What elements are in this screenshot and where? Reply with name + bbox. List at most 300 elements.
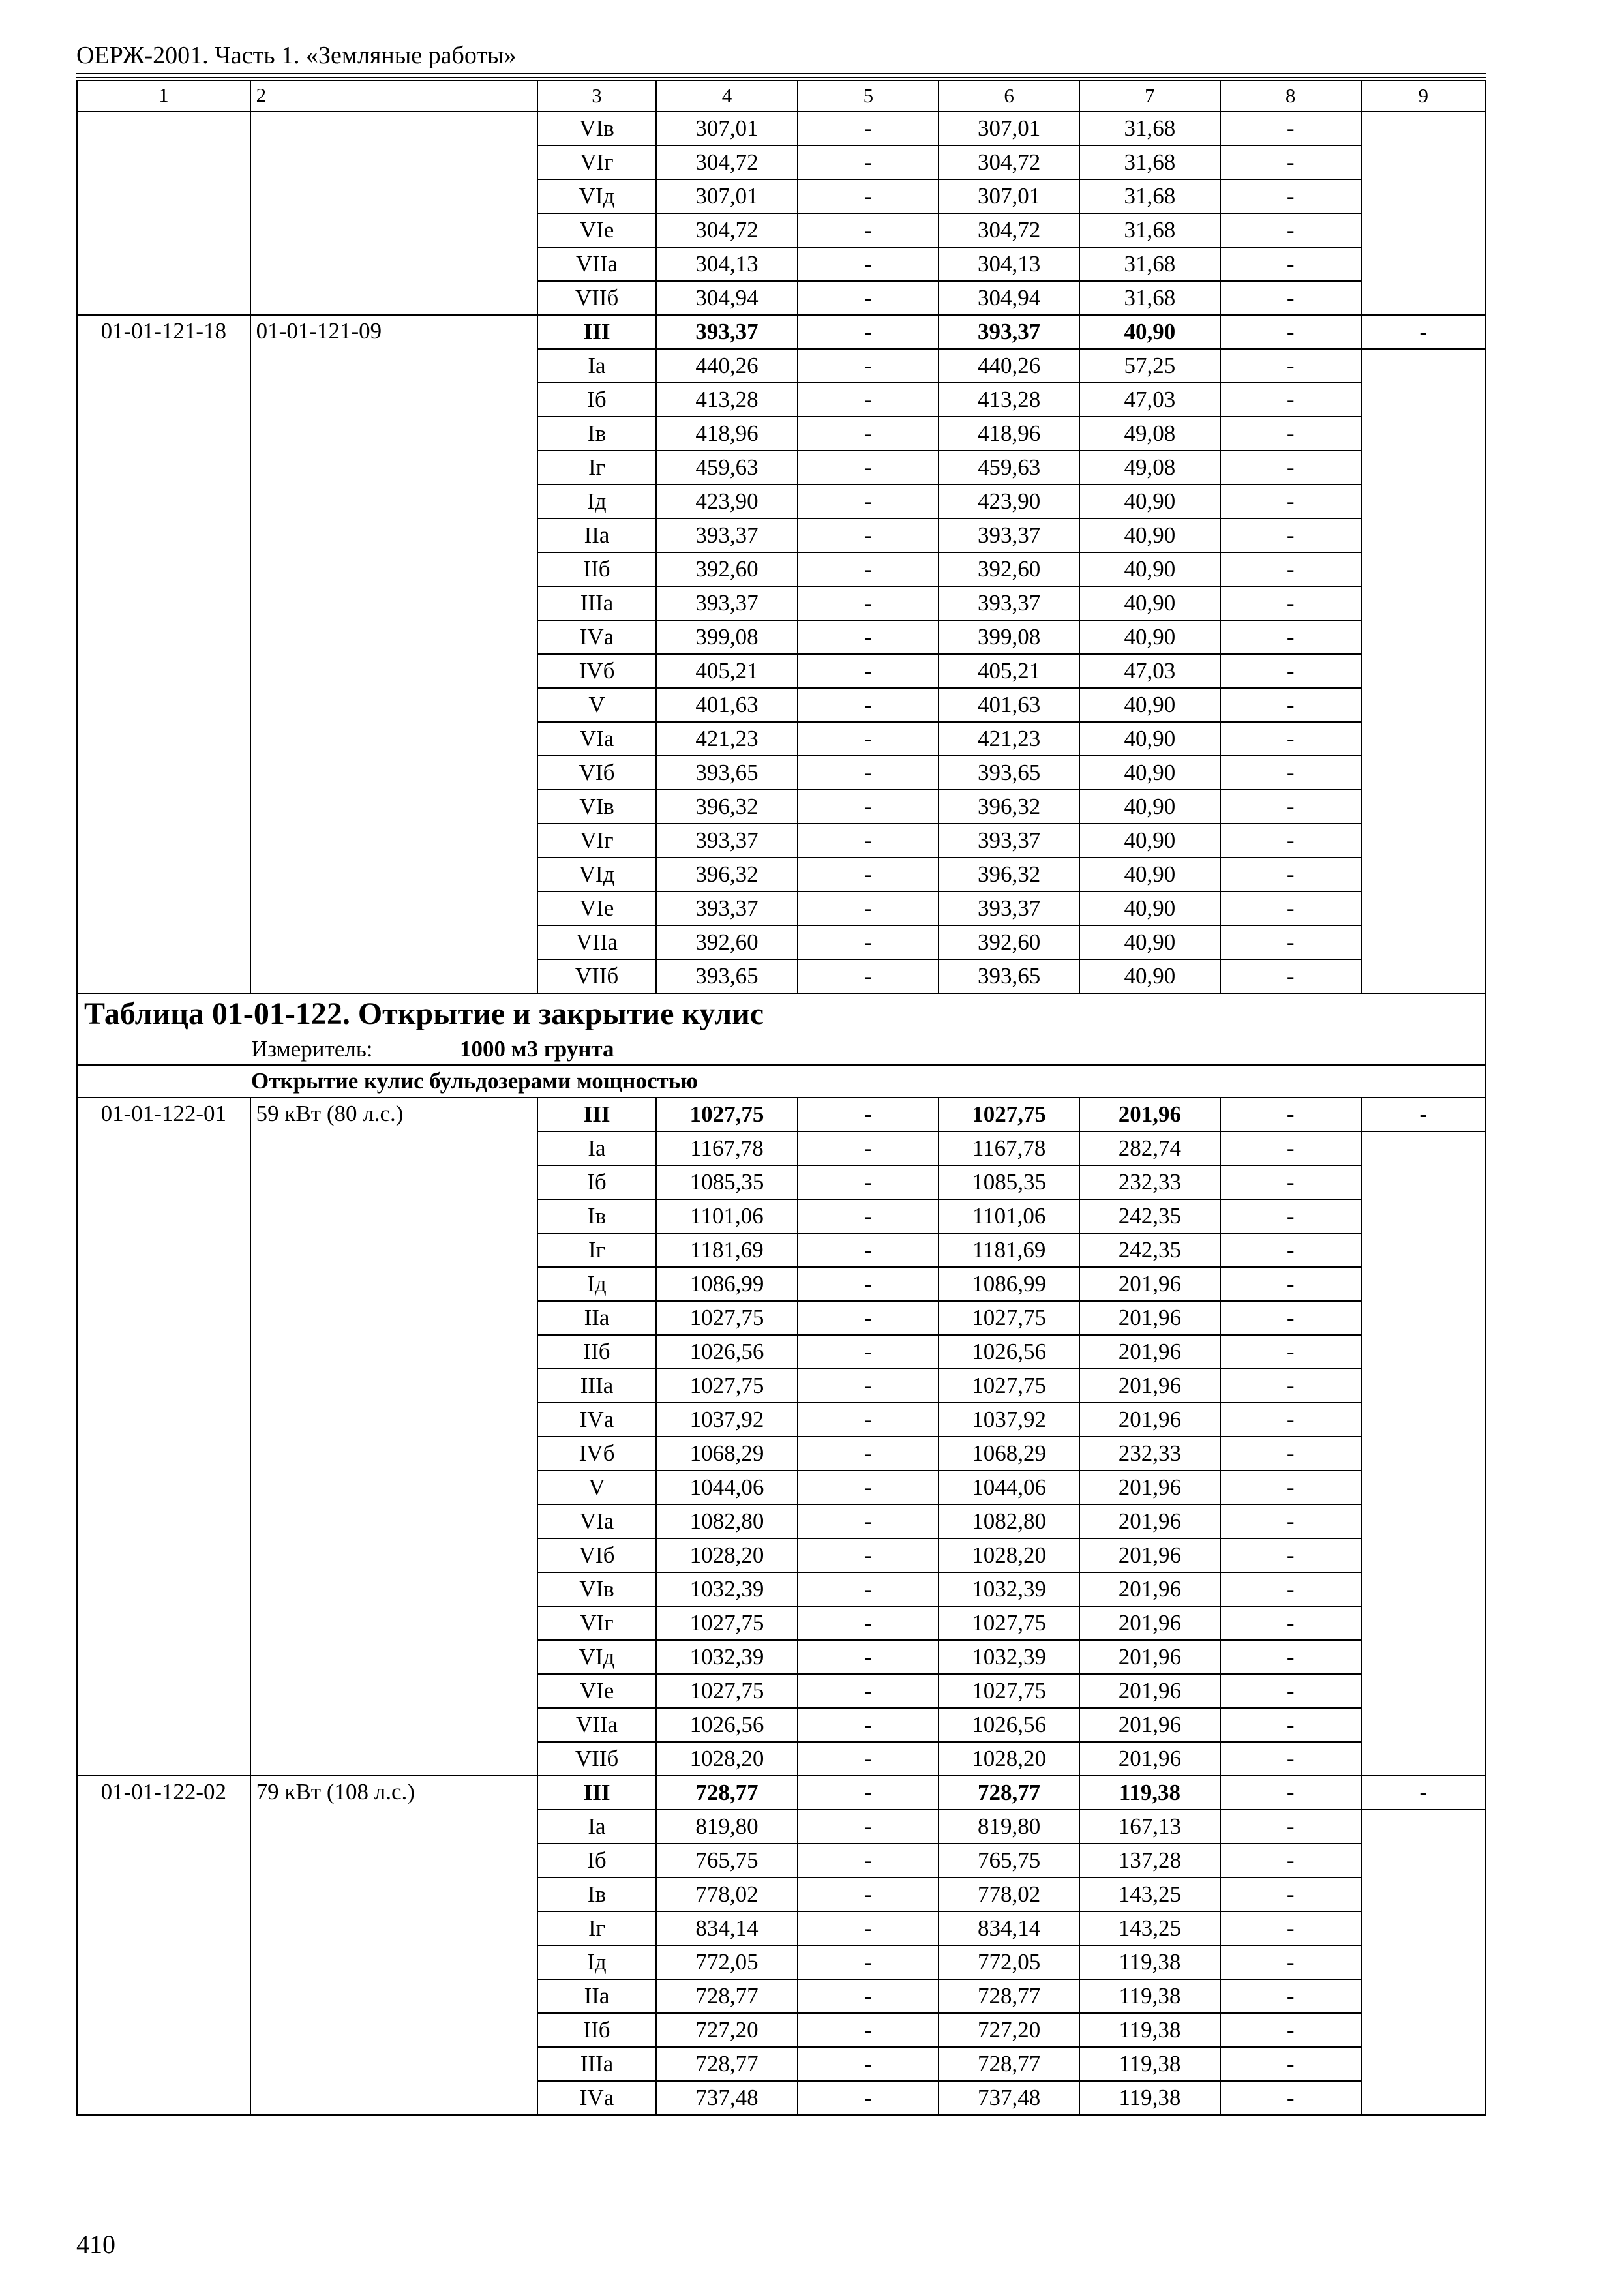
row-cell: 201,96 [1079,1335,1220,1369]
row-cell: 1027,75 [939,1369,1079,1403]
row-cell: 737,48 [656,2081,798,2115]
row-cell: III [537,1098,655,1131]
row-cell: 1028,20 [656,1538,798,1572]
row-cell: Iд [537,1945,655,1979]
row-cell: 459,63 [656,451,798,485]
row-cell: 819,80 [939,1810,1079,1844]
row-cell: - [1220,2047,1361,2081]
row-cell: 728,77 [939,1979,1079,2013]
row-cell: - [1220,1267,1361,1301]
column-number: 5 [798,80,939,112]
row-cell: - [1220,315,1361,349]
row-cell: - [1220,586,1361,620]
column-number-row [77,80,1486,112]
row-cell: 1027,75 [656,1098,798,1131]
row-cell: - [798,1911,939,1945]
row-cell-empty [1361,112,1486,315]
row-cell: - [1220,1471,1361,1504]
table-title-row [77,993,1486,1034]
row-cell: 399,08 [656,620,798,654]
row-cell: 1101,06 [656,1199,798,1233]
row-cell: 393,65 [939,959,1079,993]
row-cell: 834,14 [656,1911,798,1945]
row-cell: - [1220,891,1361,925]
row-cell: 393,37 [939,518,1079,552]
row-cell: 778,02 [939,1878,1079,1911]
row-cell: 1026,56 [656,1335,798,1369]
row-cell: - [798,1708,939,1742]
row-cell: - [798,485,939,518]
row-cell: 1027,75 [939,1606,1079,1640]
row-cell: - [798,1572,939,1606]
row-cell: IVа [537,2081,655,2115]
row-cell: 1032,39 [656,1572,798,1606]
row-cell: 201,96 [1079,1267,1220,1301]
row-cell: - [798,1437,939,1471]
row-cell: IIIа [537,1369,655,1403]
row-cell: - [1220,1437,1361,1471]
row-cell: 201,96 [1079,1369,1220,1403]
row-cell: - [1220,824,1361,858]
row-cell: 418,96 [656,417,798,451]
row-cell: 1085,35 [939,1165,1079,1199]
row-cell: 201,96 [1079,1640,1220,1674]
section-row [77,1065,1486,1098]
row-cell: 47,03 [1079,383,1220,417]
row-cell: Iг [537,451,655,485]
row-cell: - [1220,552,1361,586]
row-cell: - [798,247,939,281]
row-cell: - [798,1674,939,1708]
column-number: 1 [77,80,250,112]
row-cell: 1044,06 [939,1471,1079,1504]
row-cell: 392,60 [939,925,1079,959]
row-cell: 834,14 [939,1911,1079,1945]
row-cell: 40,90 [1079,824,1220,858]
row-cell: Iг [537,1911,655,1945]
row-cell: 242,35 [1079,1199,1220,1233]
row-cell: 201,96 [1079,1572,1220,1606]
row-cell: - [798,1131,939,1165]
row-cell: 819,80 [656,1810,798,1844]
row-cell: - [798,858,939,891]
row-cell: 1032,39 [939,1572,1079,1606]
row-cell: - [1220,1708,1361,1742]
row-cell: - [798,213,939,247]
row-cell: 201,96 [1079,1098,1220,1131]
row-cell: 772,05 [939,1945,1079,1979]
row-cell: - [1220,1640,1361,1674]
row-cell: - [1361,315,1486,349]
row-cell: 393,37 [939,586,1079,620]
row-cell: 405,21 [939,654,1079,688]
row-cell: - [1220,2013,1361,2047]
rate-code: 01-01-122-01 [77,1098,250,1776]
row-cell: 119,38 [1079,1776,1220,1810]
row-cell: 307,01 [656,112,798,145]
row-cell: 40,90 [1079,518,1220,552]
rate-name: 01-01-121-09 [250,315,538,993]
row-cell: IIа [537,1301,655,1335]
row-cell: 1027,75 [939,1674,1079,1708]
row-cell: - [798,349,939,383]
row-cell: - [798,451,939,485]
row-cell: - [1220,1504,1361,1538]
row-cell: - [798,2047,939,2081]
rate-code: 01-01-122-02 [77,1776,250,2115]
row-cell: VIIа [537,247,655,281]
row-cell: IVб [537,1437,655,1471]
row-cell: 423,90 [939,485,1079,518]
row-cell: - [1220,1165,1361,1199]
rates-table-body [77,80,1486,2115]
row-cell: 459,63 [939,451,1079,485]
row-cell: 40,90 [1079,959,1220,993]
row-cell: - [798,1403,939,1437]
row-cell: - [1220,112,1361,145]
row-cell: - [1220,145,1361,179]
row-cell: - [798,1776,939,1810]
row-cell: - [798,1098,939,1131]
row-cell: 201,96 [1079,1301,1220,1335]
row-cell: - [798,1606,939,1640]
table-title: Таблица 01-01-122. Открытие и закрытие кулис [77,993,1486,1034]
row-cell: VIг [537,824,655,858]
row-cell: - [1220,858,1361,891]
row-cell: - [1220,417,1361,451]
row-cell: - [798,1878,939,1911]
row-cell: 47,03 [1079,654,1220,688]
row-cell: VIв [537,1572,655,1606]
row-cell: - [798,1844,939,1878]
row-cell: 393,37 [939,891,1079,925]
row-cell: IIIа [537,586,655,620]
row-cell: VIIб [537,1742,655,1776]
row-cell: 49,08 [1079,451,1220,485]
row-cell: 1032,39 [939,1640,1079,1674]
row-cell: 418,96 [939,417,1079,451]
row-cell: IIб [537,552,655,586]
row-cell: - [1220,1403,1361,1437]
row-cell: 1167,78 [939,1131,1079,1165]
row-cell: 413,28 [656,383,798,417]
column-number: 9 [1361,80,1486,112]
row-cell: Iв [537,1878,655,1911]
row-cell: 728,77 [656,1776,798,1810]
row-cell: 1082,80 [656,1504,798,1538]
row-cell: - [798,145,939,179]
row-cell: 40,90 [1079,586,1220,620]
row-cell: 440,26 [656,349,798,383]
row-cell: - [798,1640,939,1674]
row-cell: - [798,112,939,145]
row-cell: - [1220,790,1361,824]
column-number: 7 [1079,80,1220,112]
row-cell: - [1361,1776,1486,1810]
row-cell: VIIб [537,959,655,993]
row-cell: 1028,20 [939,1742,1079,1776]
row-cell: - [1361,1098,1486,1131]
row-cell: - [798,1199,939,1233]
row-cell: 1027,75 [656,1606,798,1640]
row-cell: V [537,688,655,722]
column-number: 6 [939,80,1079,112]
row-cell: 393,37 [656,891,798,925]
row-cell: 393,65 [656,959,798,993]
row-cell: - [798,315,939,349]
row-cell: 232,33 [1079,1437,1220,1471]
row-cell: 399,08 [939,620,1079,654]
row-cell: 765,75 [656,1844,798,1878]
column-number: 4 [656,80,798,112]
row-cell: IVа [537,620,655,654]
row-cell: - [798,281,939,315]
row-cell: 1068,29 [656,1437,798,1471]
row-cell: 282,74 [1079,1131,1220,1165]
row-cell: 396,32 [939,790,1079,824]
row-cell: 201,96 [1079,1504,1220,1538]
row-cell: 1085,35 [656,1165,798,1199]
rate-code [77,112,250,315]
row-cell: 401,63 [656,688,798,722]
row-cell: 1028,20 [939,1538,1079,1572]
row-cell: VIд [537,858,655,891]
row-cell: 137,28 [1079,1844,1220,1878]
row-cell: - [1220,281,1361,315]
row-cell: - [1220,1979,1361,2013]
row-cell: 392,60 [656,925,798,959]
row-cell: 40,90 [1079,790,1220,824]
row-cell: 727,20 [939,2013,1079,2047]
row-cell: 393,37 [939,824,1079,858]
row-cell: 201,96 [1079,1742,1220,1776]
row-cell: 1027,75 [656,1301,798,1335]
row-cell: - [798,552,939,586]
row-cell: VIа [537,722,655,756]
row-cell: - [1220,620,1361,654]
row-cell: 304,72 [656,145,798,179]
row-cell: VIг [537,1606,655,1640]
row-cell: VIа [537,1504,655,1538]
row-cell: 1181,69 [656,1233,798,1267]
row-cell: - [1220,485,1361,518]
row-cell: 201,96 [1079,1538,1220,1572]
row-cell: - [1220,1301,1361,1335]
row-cell: 49,08 [1079,417,1220,451]
row-cell: Iв [537,1199,655,1233]
row-cell: VIв [537,790,655,824]
row-cell: - [798,824,939,858]
row-cell: 393,37 [656,315,798,349]
row-cell: Iб [537,1844,655,1878]
row-cell: 40,90 [1079,925,1220,959]
row-cell: - [798,1335,939,1369]
row-cell: - [1220,925,1361,959]
measure-cell [77,1034,1486,1065]
rates-table [76,80,1486,2116]
row-cell: 304,94 [656,281,798,315]
row-cell: 1028,20 [656,1742,798,1776]
row-cell: 40,90 [1079,722,1220,756]
row-cell: 765,75 [939,1844,1079,1878]
row-cell: - [1220,1572,1361,1606]
rate-name [250,112,538,315]
row-cell: Iб [537,1165,655,1199]
row-cell: Iа [537,1131,655,1165]
row-cell: 1027,75 [939,1301,1079,1335]
row-cell: 1037,92 [656,1403,798,1437]
page-header-title: ОЕРЖ-2001. Часть 1. «Земляные работы» [76,42,517,69]
row-cell: - [798,383,939,417]
row-cell: - [798,2081,939,2115]
row-cell: 1026,56 [939,1335,1079,1369]
table-row [77,315,1486,349]
row-cell: 1027,75 [939,1098,1079,1131]
row-cell: - [798,1165,939,1199]
row-cell: IIб [537,2013,655,2047]
row-cell: 40,90 [1079,891,1220,925]
row-cell: - [798,959,939,993]
row-cell: 31,68 [1079,179,1220,213]
row-cell: - [798,925,939,959]
row-cell: - [1220,213,1361,247]
row-cell: 401,63 [939,688,1079,722]
row-cell: IIб [537,1335,655,1369]
row-cell: - [1220,1844,1361,1878]
row-cell: 31,68 [1079,247,1220,281]
column-number: 2 [250,80,538,112]
row-cell: - [1220,959,1361,993]
row-cell: 1068,29 [939,1437,1079,1471]
row-cell: 40,90 [1079,620,1220,654]
row-cell: 119,38 [1079,1945,1220,1979]
row-cell: - [1220,1945,1361,1979]
row-cell: 393,37 [656,586,798,620]
row-cell: - [1220,2081,1361,2115]
row-cell: - [1220,1674,1361,1708]
row-cell: III [537,1776,655,1810]
row-cell: - [1220,756,1361,790]
row-cell: - [1220,179,1361,213]
row-cell: 393,37 [939,315,1079,349]
row-cell: 167,13 [1079,1810,1220,1844]
row-cell: - [798,1233,939,1267]
row-cell: VIIа [537,1708,655,1742]
table-row [77,1776,1486,1810]
row-cell: 304,72 [656,213,798,247]
row-cell: Iд [537,485,655,518]
row-cell: Iд [537,1267,655,1301]
row-cell: - [1220,247,1361,281]
row-cell: 1044,06 [656,1471,798,1504]
row-cell: 304,13 [656,247,798,281]
row-cell: 778,02 [656,1878,798,1911]
row-cell: 396,32 [939,858,1079,891]
row-cell: 307,01 [656,179,798,213]
row-cell: 405,21 [656,654,798,688]
row-cell: - [1220,1233,1361,1267]
row-cell: VIд [537,179,655,213]
row-cell: 201,96 [1079,1674,1220,1708]
row-cell: 143,25 [1079,1878,1220,1911]
measure-label: Измеритель: [251,1036,373,1062]
row-cell: - [1220,451,1361,485]
row-cell: 232,33 [1079,1165,1220,1199]
row-cell: - [798,756,939,790]
row-cell: V [537,1471,655,1504]
section-title: Открытие кулис бульдозерами мощностью [77,1065,1486,1098]
row-cell: VIIа [537,925,655,959]
row-cell: Iб [537,383,655,417]
row-cell: VIе [537,213,655,247]
row-cell: VIв [537,112,655,145]
row-cell: 31,68 [1079,112,1220,145]
row-cell: - [798,722,939,756]
row-cell: 304,72 [939,213,1079,247]
row-cell: - [1220,1606,1361,1640]
row-cell: 31,68 [1079,213,1220,247]
row-cell: 1026,56 [939,1708,1079,1742]
row-cell: - [798,1301,939,1335]
row-cell: IIIа [537,2047,655,2081]
row-cell: - [798,891,939,925]
row-cell: - [1220,1742,1361,1776]
column-number: 3 [537,80,655,112]
row-cell: 1086,99 [939,1267,1079,1301]
row-cell: 57,25 [1079,349,1220,383]
row-cell: - [798,654,939,688]
row-cell: VIе [537,1674,655,1708]
row-cell: - [1220,722,1361,756]
row-cell: 728,77 [656,2047,798,2081]
row-cell: 304,72 [939,145,1079,179]
row-cell: - [1220,1776,1361,1810]
measure-value: 1000 м3 грунта [460,1036,614,1062]
row-cell: 1086,99 [656,1267,798,1301]
row-cell: 396,32 [656,790,798,824]
row-cell: Iв [537,417,655,451]
row-cell: 201,96 [1079,1606,1220,1640]
row-cell: 201,96 [1079,1708,1220,1742]
row-cell: 307,01 [939,112,1079,145]
header-rule [76,73,1486,74]
measure-row [77,1034,1486,1065]
row-cell: - [1220,1199,1361,1233]
row-cell: - [1220,1335,1361,1369]
row-cell: - [798,1979,939,2013]
row-cell: 393,65 [656,756,798,790]
row-cell: 393,37 [656,824,798,858]
row-cell-empty [1361,1131,1486,1776]
row-cell: 119,38 [1079,2047,1220,2081]
row-cell: 143,25 [1079,1911,1220,1945]
row-cell: IIа [537,1979,655,2013]
row-cell: Iг [537,1233,655,1267]
row-cell: VIг [537,145,655,179]
row-cell: - [798,1538,939,1572]
row-cell: - [798,1810,939,1844]
row-cell: 737,48 [939,2081,1079,2115]
row-cell: 40,90 [1079,485,1220,518]
row-cell: - [798,586,939,620]
row-cell: 393,37 [656,518,798,552]
row-cell: 119,38 [1079,1979,1220,2013]
row-cell: - [798,1369,939,1403]
row-cell: 201,96 [1079,1403,1220,1437]
row-cell: 1167,78 [656,1131,798,1165]
row-cell: 40,90 [1079,688,1220,722]
row-cell: Iа [537,349,655,383]
